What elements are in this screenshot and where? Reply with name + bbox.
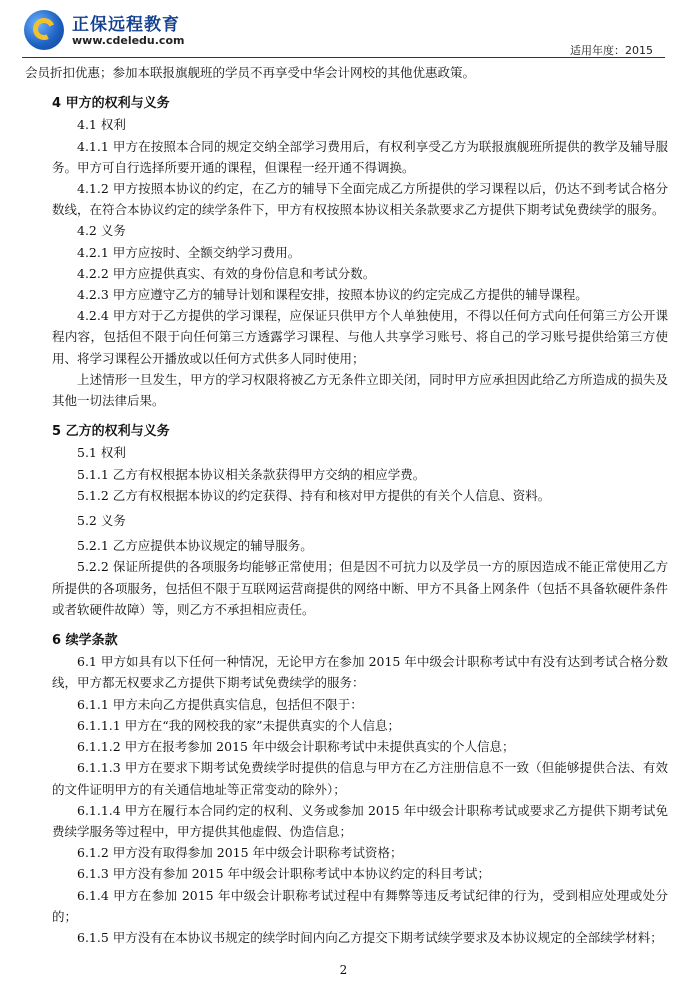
- brand-url: www.cdeledu.com: [72, 34, 185, 47]
- clause-paragraph: 4.1.1 甲方在按照本合同的规定交纳全部学习费用后，有权利享受乙方为联报旗舰班所提供的教学及辅导服务。甲方可自行选择所要开通的课程，但课程一经开通不得调换。: [52, 138, 668, 175]
- section-heading: 5 乙方的权利与义务: [52, 424, 170, 440]
- clause-paragraph: 5.2.1 乙方应提供本协议规定的辅导服务。: [77, 538, 313, 554]
- clause-paragraph: 5.2 义务: [77, 513, 126, 529]
- clause-paragraph: 6.1.2 甲方没有取得参加 2015 年中级会计职称考试资格；: [77, 845, 403, 861]
- clause-paragraph: 6.1.1.2 甲方在报考参加 2015 年中级会计职称考试中未提供真实的个人信息；: [77, 739, 515, 755]
- clause-paragraph: 4.2.1 甲方应按时、全额交纳学习费用。: [77, 244, 301, 260]
- clause-paragraph: 6.1.3 甲方没有参加 2015 年中级会计职称考试中本协议约定的科目考试；: [77, 866, 491, 882]
- clause-paragraph: 6.1.1.3 甲方在要求下期考试免费续学时提供的信息与甲方在乙方注册信息不一致（但能够提供合法、有效的文件证明甲方的有关通信地址等正常变动的除外）；: [52, 760, 668, 797]
- clause-paragraph: 4.2.2 甲方应提供真实、有效的身份信息和考试分数。: [77, 265, 376, 281]
- company-logo-icon: [24, 10, 64, 50]
- page-number: 2: [339, 963, 348, 977]
- clause-paragraph: 4.1 权利: [77, 117, 126, 133]
- section-heading: 6 续学条款: [52, 633, 118, 649]
- brand-name: 正保远程教育: [72, 15, 180, 35]
- applicable-year: 适用年度：2015: [570, 44, 653, 57]
- header-divider: [22, 57, 665, 58]
- clause-paragraph: 6.1.4 甲方在参加 2015 年中级会计职称考试过程中有舞弊等违反考试纪律的行为，受到相应处理或处分的；: [52, 887, 668, 924]
- clause-paragraph: 5.1 权利: [77, 445, 126, 461]
- section-heading: 4 甲方的权利与义务: [52, 96, 170, 112]
- clause-paragraph: 4.2 义务: [77, 223, 126, 239]
- clause-paragraph: 6.1.1.1 甲方在“我的网校我的家”未提供真实的个人信息；: [77, 717, 400, 733]
- clause-paragraph: 4.2.3 甲方应遵守乙方的辅导计划和课程安排，按照本协议的约定完成乙方提供的辅导课程。: [77, 287, 588, 303]
- clause-paragraph: 会员折扣优惠；参加本联报旗舰班的学员不再享受中华会计网校的其他优惠政策。: [25, 65, 476, 80]
- clause-paragraph: 上述情形一旦发生，甲方的学习权限将被乙方无条件立即关闭，同时甲方应承担因此给乙方所造成的损失及其他一切法律后果。: [52, 371, 668, 409]
- clause-paragraph: 6.1.1 甲方未向乙方提供真实信息，包括但不限于：: [77, 696, 363, 712]
- clause-paragraph: 5.2.2 保证所提供的各项服务均能够正常使用；但是因不可抗力以及学员一方的原因造成不能正常使用乙方所提供的各项服务，包括但不限于互联网运营商提供的网络中断、甲方不具备上网条件（包括不具备软硬件条件或者软硬件故障）等，则乙方不承担相应责任。: [52, 559, 668, 617]
- clause-paragraph: 6.1.1.4 甲方在履行本合同约定的权利、义务或参加 2015 年中级会计职称考试或要求乙方提供下期考试免费续学服务等过程中，甲方提供其他虚假、伪造信息；: [52, 802, 668, 839]
- clause-paragraph: 5.1.2 乙方有权根据本协议的约定获得、持有和核对甲方提供的有关个人信息、资料。: [77, 487, 551, 503]
- page-header: [0, 0, 687, 58]
- clause-paragraph: 6.1.5 甲方没有在本协议书规定的续学时间内向乙方提交下期考试续学要求及本协议规定的全部续学材料；: [77, 929, 663, 945]
- clause-paragraph: 4.1.2 甲方按照本协议的约定，在乙方的辅导下全面完成乙方所提供的学习课程以后，仍达不到考试合格分数线，在符合本协议约定的续学条件下，甲方有权按照本协议相关条款要求乙方提供下期考试免费续学的服务。: [52, 181, 668, 218]
- document-body: [25, 62, 668, 948]
- clause-paragraph: 4.2.4 甲方对于乙方提供的学习课程，应保证只供甲方个人单独使用，不得以任何方式向任何第三方公开课程内容，包括但不限于向任何第三方透露学习课程、与他人共享学习账号、将自己的学习账号提供给第三方使用、将学习课程公开播放或以任何方式供多人同时使用；: [52, 308, 668, 366]
- clause-paragraph: 5.1.1 乙方有权根据本协议相关条款获得甲方交纳的相应学费。: [77, 466, 426, 482]
- clause-paragraph: 6.1 甲方如具有以下任何一种情况，无论甲方在参加 2015 年中级会计职称考试中有没有达到考试合格分数线，甲方都无权要求乙方提供下期考试免费续学的服务：: [52, 654, 668, 691]
